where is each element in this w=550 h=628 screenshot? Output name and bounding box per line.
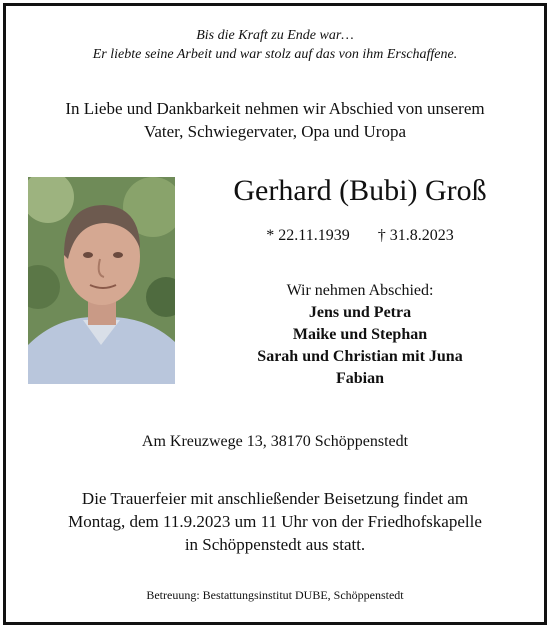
- address: Am Kreuzwege 13, 38170 Schöppenstedt: [141, 433, 409, 450]
- death-date: † 31.8.2023: [377, 227, 454, 244]
- birth-date: * 22.11.1939: [266, 227, 350, 244]
- mourner-name: Sarah und Christian mit Juna: [257, 348, 463, 365]
- mourner-name: Fabian: [335, 370, 384, 387]
- motto-line-2: Er liebte seine Arbeit und war stolz auf das von ihm Erschaffene.: [92, 47, 458, 62]
- mourner-name: Jens und Petra: [308, 304, 412, 321]
- deceased-name: Gerhard (Bubi) Groß: [233, 174, 487, 207]
- intro-line-2: Vater, Schwiegervater, Opa und Uropa: [143, 122, 407, 141]
- service-line-3: in Schöppenstedt aus statt.: [184, 535, 366, 554]
- obituary-frame: [3, 3, 547, 625]
- mourner-name: Maike und Stephan: [292, 326, 428, 343]
- intro-text: [6, 97, 544, 143]
- mourners-heading: Wir nehmen Abschied:: [286, 282, 434, 299]
- mourners-block: [176, 280, 544, 390]
- service-line-2: Montag, dem 11.9.2023 um 11 Uhr von der Friedhofskapelle: [68, 512, 482, 531]
- motto: [6, 26, 544, 64]
- motto-line-1: Bis die Kraft zu Ende war…: [196, 28, 354, 43]
- portrait-image: [28, 177, 175, 384]
- service-line-1: Die Trauerfeier mit anschließender Beisetzung findet am: [81, 489, 469, 508]
- life-dates: [176, 225, 544, 247]
- portrait-photo: [28, 177, 175, 384]
- funeral-home-credit: Betreuung: Bestattungsinstitut DUBE, Schöppenstedt: [146, 588, 404, 602]
- intro-line-1: In Liebe und Dankbarkeit nehmen wir Abschied von unserem: [65, 99, 485, 118]
- service-announcement: [6, 487, 544, 556]
